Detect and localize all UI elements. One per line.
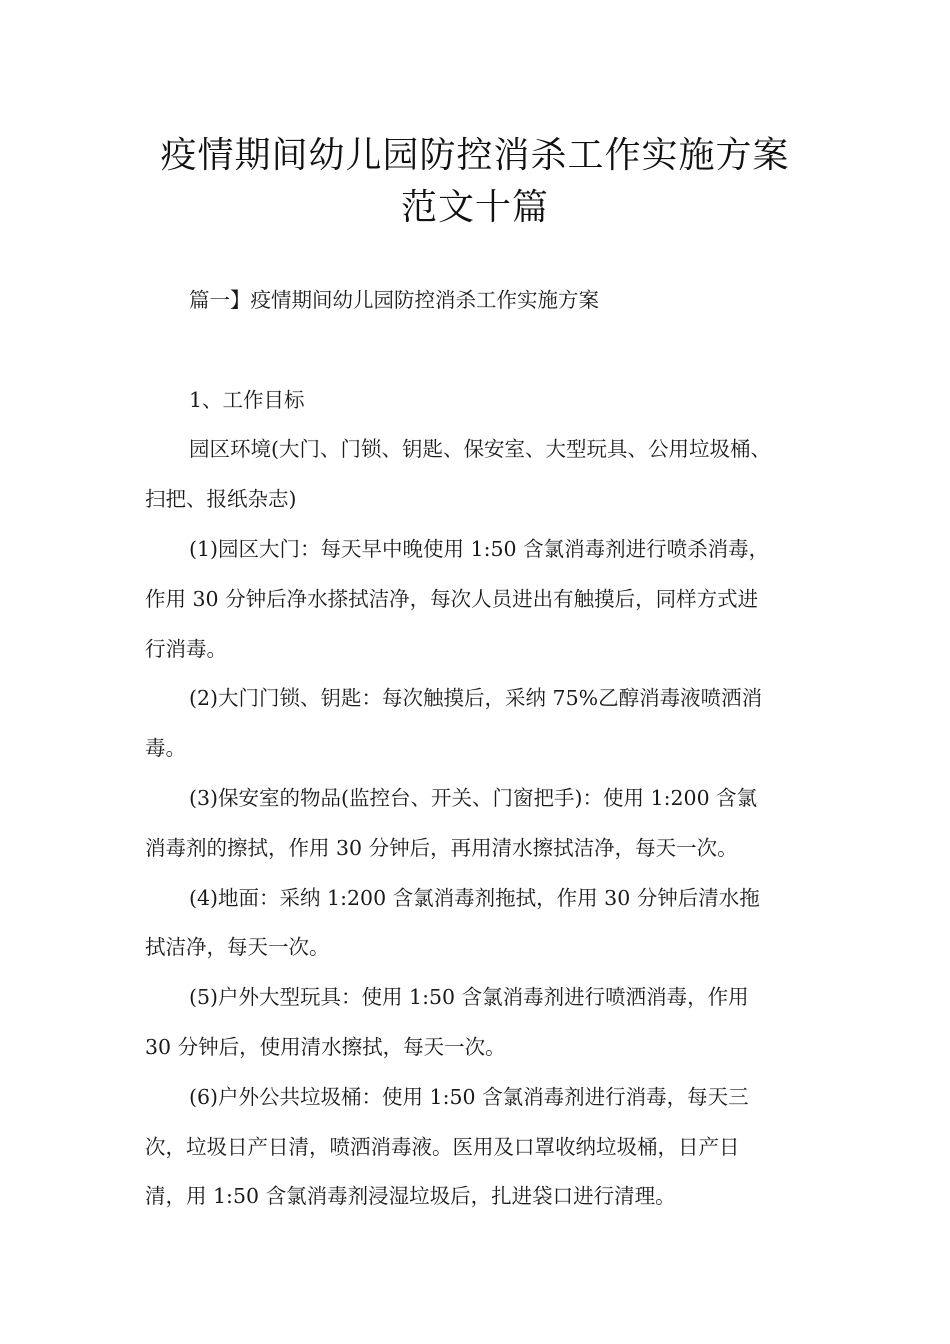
paragraph-line: 行消毒。	[145, 637, 227, 661]
document-title-line-1: 疫情期间幼儿园防控消杀工作实施方案	[160, 135, 790, 176]
document-title-line-2: 范文十篇	[400, 187, 549, 228]
paragraph-line: 园区环境(大门、门锁、钥匙、保安室、大型玩具、公用垃圾桶、	[189, 437, 771, 461]
paragraph-line: 毒。	[145, 736, 186, 760]
paragraph-line: (4)地面：采纳 1:200 含氯消毒剂拖拭，作用 30 分钟后清水拖	[189, 886, 760, 910]
paragraph-line: 扫把、报纸杂志)	[145, 487, 297, 511]
paragraph-line: 1、工作目标	[189, 388, 305, 412]
section-heading: 篇一】疫情期间幼儿园防控消杀工作实施方案	[189, 288, 599, 312]
paragraph-line: (1)园区大门：每天早中晚使用 1:50 含氯消毒剂进行喷杀消毒，	[189, 537, 770, 561]
paragraph-line: 清，用 1:50 含氯消毒剂浸湿垃圾后，扎进袋口进行清理。	[145, 1184, 676, 1208]
paragraph-line: 30 分钟后，使用清水擦拭，每天一次。	[145, 1035, 506, 1059]
paragraph-line: (2)大门门锁、钥匙：每次触摸后，采纳 75%乙醇消毒液喷洒消	[189, 686, 763, 710]
paragraph-line: 作用 30 分钟后净水搽拭洁净，每次人员进出有触摸后，同样方式进	[145, 587, 759, 611]
paragraph-line: (3)保安室的物品(监控台、开关、门窗把手)：使用 1:200 含氯	[189, 786, 758, 810]
paragraph-line: (5)户外大型玩具：使用 1:50 含氯消毒剂进行喷洒消毒，作用	[189, 985, 749, 1009]
paragraph-line: 消毒剂的擦拭，作用 30 分钟后，再用清水擦拭洁净，每天一次。	[145, 836, 738, 860]
paragraph-line: 次，垃圾日产日清，喷洒消毒液。医用及口罩收纳垃圾桶，日产日	[145, 1135, 740, 1159]
paragraph-line: 拭洁净，每天一次。	[145, 935, 330, 959]
paragraph-line: (6)户外公共垃圾桶：使用 1:50 含氯消毒剂进行消毒，每天三	[189, 1085, 749, 1109]
